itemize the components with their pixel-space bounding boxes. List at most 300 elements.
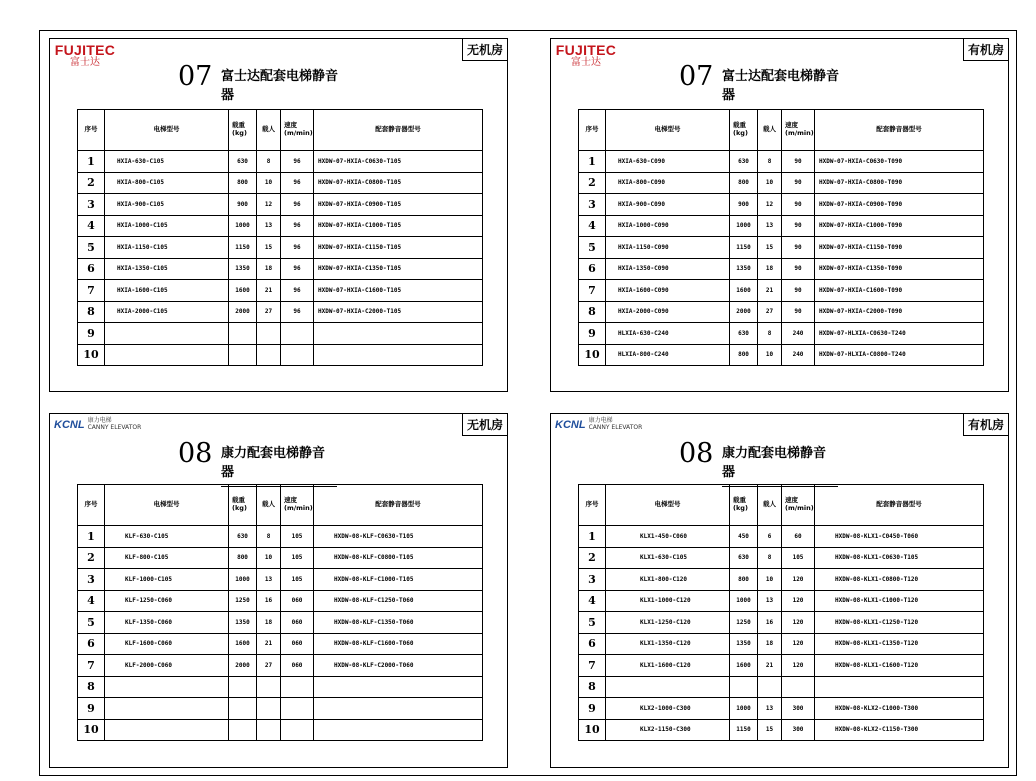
persons: 12 (758, 194, 782, 216)
elevator-model (105, 698, 229, 720)
model-spec-table (578, 484, 984, 741)
elevator-model (105, 323, 229, 345)
load-kg: 800 (229, 547, 257, 569)
elevator-model: KLX1-630-C105 (606, 547, 730, 569)
table-row (579, 344, 984, 366)
machine-room-tag: 有机房 (963, 413, 1009, 436)
table-row (78, 280, 483, 302)
persons: 21 (257, 633, 281, 655)
speed: 90 (782, 151, 815, 173)
speed: 105 (281, 569, 314, 591)
speed: 96 (281, 194, 314, 216)
silencer-model: HXDW-08-KLF-C1350-T060 (314, 612, 483, 634)
persons: 18 (758, 633, 782, 655)
table-row (579, 172, 984, 194)
row-index: 10 (579, 719, 606, 741)
silencer-model: HXDW-07-HXIA-C1600-T090 (815, 280, 984, 302)
load-kg: 630 (730, 151, 758, 173)
elevator-model: HXIA-630-C090 (606, 151, 730, 173)
load-kg (229, 676, 257, 698)
load-kg: 2000 (229, 301, 257, 323)
table-row (78, 719, 483, 741)
elevator-model: HXIA-1600-C105 (105, 280, 229, 302)
col-header-load: 载重 (kg) (730, 485, 758, 526)
load-kg: 800 (730, 172, 758, 194)
persons: 10 (758, 344, 782, 366)
elevator-model: HXIA-900-C090 (606, 194, 730, 216)
persons: 8 (257, 151, 281, 173)
col-header-model: 电梯型号 (105, 110, 229, 151)
load-kg: 1600 (229, 633, 257, 655)
row-index: 5 (579, 237, 606, 259)
silencer-model: HXDW-08-KLX1-C1250-T120 (815, 612, 984, 634)
table-row (78, 151, 483, 173)
persons: 18 (257, 612, 281, 634)
persons: 8 (758, 323, 782, 345)
persons: 21 (257, 280, 281, 302)
fujitec-logo-wordmark: FUJITEC (54, 42, 116, 58)
row-index: 4 (579, 590, 606, 612)
silencer-model: HXDW-07-HXIA-C2000-T105 (314, 301, 483, 323)
speed: 120 (782, 612, 815, 634)
col-header-persons: 载人 (257, 110, 281, 151)
col-header-model: 电梯型号 (606, 485, 730, 526)
elevator-model: KLF-2000-C060 (105, 655, 229, 677)
speed: 120 (782, 633, 815, 655)
table-row (579, 655, 984, 677)
silencer-model: HXDW-07-HXIA-C0900-T090 (815, 194, 984, 216)
elevator-model (105, 676, 229, 698)
row-index: 7 (78, 655, 105, 677)
section-title: 康力配套电梯静音器 (221, 442, 337, 487)
table-header-row (579, 110, 984, 151)
col-header-index: 序号 (579, 485, 606, 526)
speed: 060 (281, 590, 314, 612)
silencer-model: HXDW-07-HXIA-C0800-T105 (314, 172, 483, 194)
load-kg: 1250 (730, 612, 758, 634)
row-index: 4 (78, 590, 105, 612)
elevator-model: KLF-1250-C060 (105, 590, 229, 612)
section-number: 08 (178, 438, 213, 469)
col-header-model: 电梯型号 (105, 485, 229, 526)
table-row (78, 676, 483, 698)
speed: 96 (281, 301, 314, 323)
persons: 10 (758, 172, 782, 194)
load-kg: 1000 (730, 698, 758, 720)
load-kg: 1600 (730, 280, 758, 302)
silencer-model: HXDW-07-HXIA-C0630-T105 (314, 151, 483, 173)
persons: 8 (257, 526, 281, 548)
elevator-model: KLF-800-C105 (105, 547, 229, 569)
persons: 10 (758, 569, 782, 591)
table-row (579, 698, 984, 720)
silencer-model: HXDW-07-HXIA-C0800-T090 (815, 172, 984, 194)
load-kg: 1350 (730, 258, 758, 280)
canny-logo-chinese: 康力电梯 (87, 417, 112, 424)
table-row (78, 172, 483, 194)
silencer-spec-panel (49, 38, 508, 392)
load-kg: 900 (730, 194, 758, 216)
speed: 105 (782, 547, 815, 569)
load-kg (229, 323, 257, 345)
elevator-model: HLXIA-630-C240 (606, 323, 730, 345)
load-kg: 630 (730, 323, 758, 345)
table-row (78, 301, 483, 323)
load-kg: 450 (730, 526, 758, 548)
silencer-model: HXDW-07-HXIA-C1150-T105 (314, 237, 483, 259)
col-header-model: 电梯型号 (606, 110, 730, 151)
canny-logo-english: CANNY ELEVATOR (588, 423, 643, 431)
silencer-model: HXDW-07-HLXIA-C0630-T240 (815, 323, 984, 345)
speed: 240 (782, 344, 815, 366)
speed (281, 719, 314, 741)
row-index: 5 (78, 612, 105, 634)
row-index: 9 (78, 698, 105, 720)
load-kg: 1150 (730, 719, 758, 741)
elevator-model: HXIA-1600-C090 (606, 280, 730, 302)
persons: 27 (257, 301, 281, 323)
persons: 10 (257, 547, 281, 569)
elevator-model: HXIA-1350-C105 (105, 258, 229, 280)
persons: 27 (257, 655, 281, 677)
elevator-model: HXIA-2000-C105 (105, 301, 229, 323)
table-row (579, 323, 984, 345)
load-kg: 1000 (229, 569, 257, 591)
col-header-persons: 载人 (758, 110, 782, 151)
silencer-model: HXDW-08-KLF-C0800-T105 (314, 547, 483, 569)
silencer-model (314, 344, 483, 366)
col-header-speed: 速度 (m/min) (281, 485, 314, 526)
table-header-row (78, 110, 483, 151)
speed: 60 (782, 526, 815, 548)
row-index: 7 (579, 280, 606, 302)
row-index: 1 (78, 151, 105, 173)
model-spec-table (77, 109, 483, 366)
table-row (78, 590, 483, 612)
col-header-load: 载重 (kg) (229, 110, 257, 151)
persons (257, 676, 281, 698)
section-number: 07 (178, 61, 213, 92)
canny-logo-english: CANNY ELEVATOR (87, 423, 142, 431)
persons: 18 (257, 258, 281, 280)
persons (257, 323, 281, 345)
fujitec-logo-chinese: 富士达 (70, 56, 100, 68)
load-kg: 630 (730, 547, 758, 569)
table-row (579, 612, 984, 634)
speed: 060 (281, 655, 314, 677)
speed: 90 (782, 172, 815, 194)
table-row (579, 719, 984, 741)
table-row (579, 633, 984, 655)
speed: 90 (782, 258, 815, 280)
elevator-model: KLX1-1000-C120 (606, 590, 730, 612)
silencer-model: HXDW-07-HXIA-C1000-T105 (314, 215, 483, 237)
persons (758, 676, 782, 698)
elevator-model: KLX2-1150-C300 (606, 719, 730, 741)
speed: 90 (782, 194, 815, 216)
silencer-model: HXDW-08-KLF-C0630-T105 (314, 526, 483, 548)
row-index: 2 (579, 172, 606, 194)
elevator-model: HXIA-900-C105 (105, 194, 229, 216)
table-row (579, 151, 984, 173)
speed: 96 (281, 280, 314, 302)
speed (281, 698, 314, 720)
speed: 120 (782, 569, 815, 591)
row-index: 1 (579, 151, 606, 173)
load-kg: 1600 (730, 655, 758, 677)
table-row (579, 676, 984, 698)
silencer-model: HXDW-08-KLX1-C0800-T120 (815, 569, 984, 591)
speed: 96 (281, 151, 314, 173)
speed: 060 (281, 612, 314, 634)
persons (257, 344, 281, 366)
silencer-model: HXDW-08-KLX1-C1350-T120 (815, 633, 984, 655)
canny-logo (54, 418, 141, 431)
silencer-model: HXDW-08-KLX1-C1000-T120 (815, 590, 984, 612)
speed: 96 (281, 258, 314, 280)
speed: 300 (782, 698, 815, 720)
row-index: 3 (78, 569, 105, 591)
persons: 13 (758, 590, 782, 612)
col-header-silencer-model: 配套静音器型号 (314, 110, 483, 151)
machine-room-tag: 无机房 (462, 413, 508, 436)
table-row (78, 655, 483, 677)
silencer-model: HXDW-07-HXIA-C0900-T105 (314, 194, 483, 216)
canny-logo-mark: KCNL (555, 418, 586, 431)
speed: 120 (782, 590, 815, 612)
persons: 27 (758, 301, 782, 323)
table-row (579, 590, 984, 612)
row-index: 1 (579, 526, 606, 548)
load-kg: 800 (730, 344, 758, 366)
silencer-spec-panel (550, 38, 1009, 392)
persons: 15 (758, 719, 782, 741)
row-index: 6 (78, 258, 105, 280)
table-row (78, 194, 483, 216)
panel-title-row (551, 436, 1008, 480)
section-title: 富士达配套电梯静音器 (722, 65, 848, 110)
speed: 105 (281, 547, 314, 569)
row-index: 2 (579, 547, 606, 569)
load-kg: 900 (229, 194, 257, 216)
persons: 18 (758, 258, 782, 280)
persons: 15 (257, 237, 281, 259)
row-index: 10 (579, 344, 606, 366)
section-title: 康力配套电梯静音器 (722, 442, 838, 487)
row-index: 4 (78, 215, 105, 237)
persons: 13 (257, 569, 281, 591)
silencer-model: HXDW-08-KLX2-C1150-T300 (815, 719, 984, 741)
persons: 13 (257, 215, 281, 237)
elevator-model: KLF-1600-C060 (105, 633, 229, 655)
persons: 8 (758, 151, 782, 173)
section-number: 07 (679, 61, 714, 92)
speed (281, 323, 314, 345)
table-row (78, 612, 483, 634)
table-row (579, 237, 984, 259)
table-row (78, 569, 483, 591)
elevator-model (606, 676, 730, 698)
canny-logo-mark: KCNL (54, 418, 85, 431)
silencer-model: HXDW-07-HXIA-C0630-T090 (815, 151, 984, 173)
elevator-model (105, 344, 229, 366)
table-row (579, 194, 984, 216)
load-kg: 1150 (730, 237, 758, 259)
elevator-model: KLF-1000-C105 (105, 569, 229, 591)
load-kg: 1350 (730, 633, 758, 655)
elevator-model: HLXIA-800-C240 (606, 344, 730, 366)
row-index: 5 (579, 612, 606, 634)
elevator-model: KLX1-1350-C120 (606, 633, 730, 655)
elevator-model (105, 719, 229, 741)
elevator-model: KLX1-800-C120 (606, 569, 730, 591)
row-index: 1 (78, 526, 105, 548)
persons (257, 719, 281, 741)
table-row (78, 258, 483, 280)
col-header-index: 序号 (78, 485, 105, 526)
speed: 96 (281, 237, 314, 259)
row-index: 6 (579, 258, 606, 280)
elevator-model: HXIA-1000-C090 (606, 215, 730, 237)
table-row (579, 301, 984, 323)
speed: 96 (281, 172, 314, 194)
elevator-model: KLX1-1600-C120 (606, 655, 730, 677)
speed: 105 (281, 526, 314, 548)
silencer-model: HXDW-08-KLX2-C1000-T300 (815, 698, 984, 720)
speed: 060 (281, 633, 314, 655)
row-index: 8 (78, 301, 105, 323)
silencer-model: HXDW-08-KLX1-C0450-T060 (815, 526, 984, 548)
model-spec-table (77, 484, 483, 741)
silencer-model (815, 676, 984, 698)
canny-logo-text (589, 418, 643, 431)
persons: 21 (758, 655, 782, 677)
col-header-persons: 载人 (758, 485, 782, 526)
load-kg: 1000 (730, 215, 758, 237)
table-header-row (579, 485, 984, 526)
silencer-model: HXDW-07-HLXIA-C0800-T240 (815, 344, 984, 366)
row-index: 8 (78, 676, 105, 698)
col-header-index: 序号 (78, 110, 105, 151)
elevator-model: KLX2-1000-C300 (606, 698, 730, 720)
silencer-spec-panel (49, 413, 508, 768)
speed (782, 676, 815, 698)
elevator-model: HXIA-1150-C090 (606, 237, 730, 259)
speed: 90 (782, 237, 815, 259)
silencer-model: HXDW-07-HXIA-C1150-T090 (815, 237, 984, 259)
speed: 90 (782, 215, 815, 237)
load-kg: 2000 (229, 655, 257, 677)
canny-logo (555, 418, 642, 431)
table-row (579, 547, 984, 569)
row-index: 6 (78, 633, 105, 655)
persons: 21 (758, 280, 782, 302)
load-kg: 1350 (229, 258, 257, 280)
load-kg: 1350 (229, 612, 257, 634)
fujitec-logo-chinese: 富士达 (571, 56, 601, 68)
col-header-speed: 速度 (m/min) (782, 110, 815, 151)
table-row (78, 323, 483, 345)
col-header-speed: 速度 (m/min) (782, 485, 815, 526)
elevator-model: HXIA-1350-C090 (606, 258, 730, 280)
panel-title-row (551, 61, 1008, 103)
persons: 16 (257, 590, 281, 612)
elevator-model: HXIA-1000-C105 (105, 215, 229, 237)
col-header-load: 载重 (kg) (730, 110, 758, 151)
col-header-index: 序号 (579, 110, 606, 151)
silencer-model (314, 676, 483, 698)
col-header-silencer-model: 配套静音器型号 (314, 485, 483, 526)
speed (281, 344, 314, 366)
persons: 16 (758, 612, 782, 634)
row-index: 9 (78, 323, 105, 345)
silencer-model: HXDW-07-HXIA-C1350-T105 (314, 258, 483, 280)
elevator-model: KLX1-1250-C120 (606, 612, 730, 634)
elevator-model: HXIA-1150-C105 (105, 237, 229, 259)
row-index: 10 (78, 344, 105, 366)
silencer-spec-panel (550, 413, 1009, 768)
load-kg: 630 (229, 151, 257, 173)
silencer-model: HXDW-07-HXIA-C2000-T090 (815, 301, 984, 323)
table-row (78, 633, 483, 655)
row-index: 2 (78, 547, 105, 569)
canny-logo-text (88, 418, 142, 431)
col-header-silencer-model: 配套静音器型号 (815, 485, 984, 526)
silencer-model (314, 323, 483, 345)
persons (257, 698, 281, 720)
table-row (78, 344, 483, 366)
load-kg (229, 344, 257, 366)
speed: 300 (782, 719, 815, 741)
table-row (78, 698, 483, 720)
section-number: 08 (679, 438, 714, 469)
load-kg: 1000 (730, 590, 758, 612)
machine-room-tag: 有机房 (963, 38, 1009, 61)
persons: 10 (257, 172, 281, 194)
speed: 90 (782, 280, 815, 302)
speed: 120 (782, 655, 815, 677)
row-index: 7 (78, 280, 105, 302)
row-index: 9 (579, 698, 606, 720)
speed: 96 (281, 215, 314, 237)
table-row (579, 258, 984, 280)
panel-title-row (50, 436, 507, 480)
row-index: 9 (579, 323, 606, 345)
load-kg: 1600 (229, 280, 257, 302)
load-kg: 2000 (730, 301, 758, 323)
elevator-model: KLF-1350-C060 (105, 612, 229, 634)
silencer-model: HXDW-07-HXIA-C1000-T090 (815, 215, 984, 237)
table-row (579, 569, 984, 591)
silencer-model: HXDW-08-KLF-C2000-T060 (314, 655, 483, 677)
persons: 8 (758, 547, 782, 569)
row-index: 7 (579, 655, 606, 677)
load-kg: 1150 (229, 237, 257, 259)
canny-logo-chinese: 康力电梯 (588, 417, 613, 424)
speed: 90 (782, 301, 815, 323)
load-kg: 800 (229, 172, 257, 194)
load-kg (229, 719, 257, 741)
persons: 13 (758, 215, 782, 237)
silencer-model: HXDW-07-HXIA-C1350-T090 (815, 258, 984, 280)
elevator-model: KLF-630-C105 (105, 526, 229, 548)
load-kg: 1250 (229, 590, 257, 612)
col-header-load: 载重 (kg) (229, 485, 257, 526)
col-header-silencer-model: 配套静音器型号 (815, 110, 984, 151)
persons: 15 (758, 237, 782, 259)
row-index: 4 (579, 215, 606, 237)
persons: 6 (758, 526, 782, 548)
